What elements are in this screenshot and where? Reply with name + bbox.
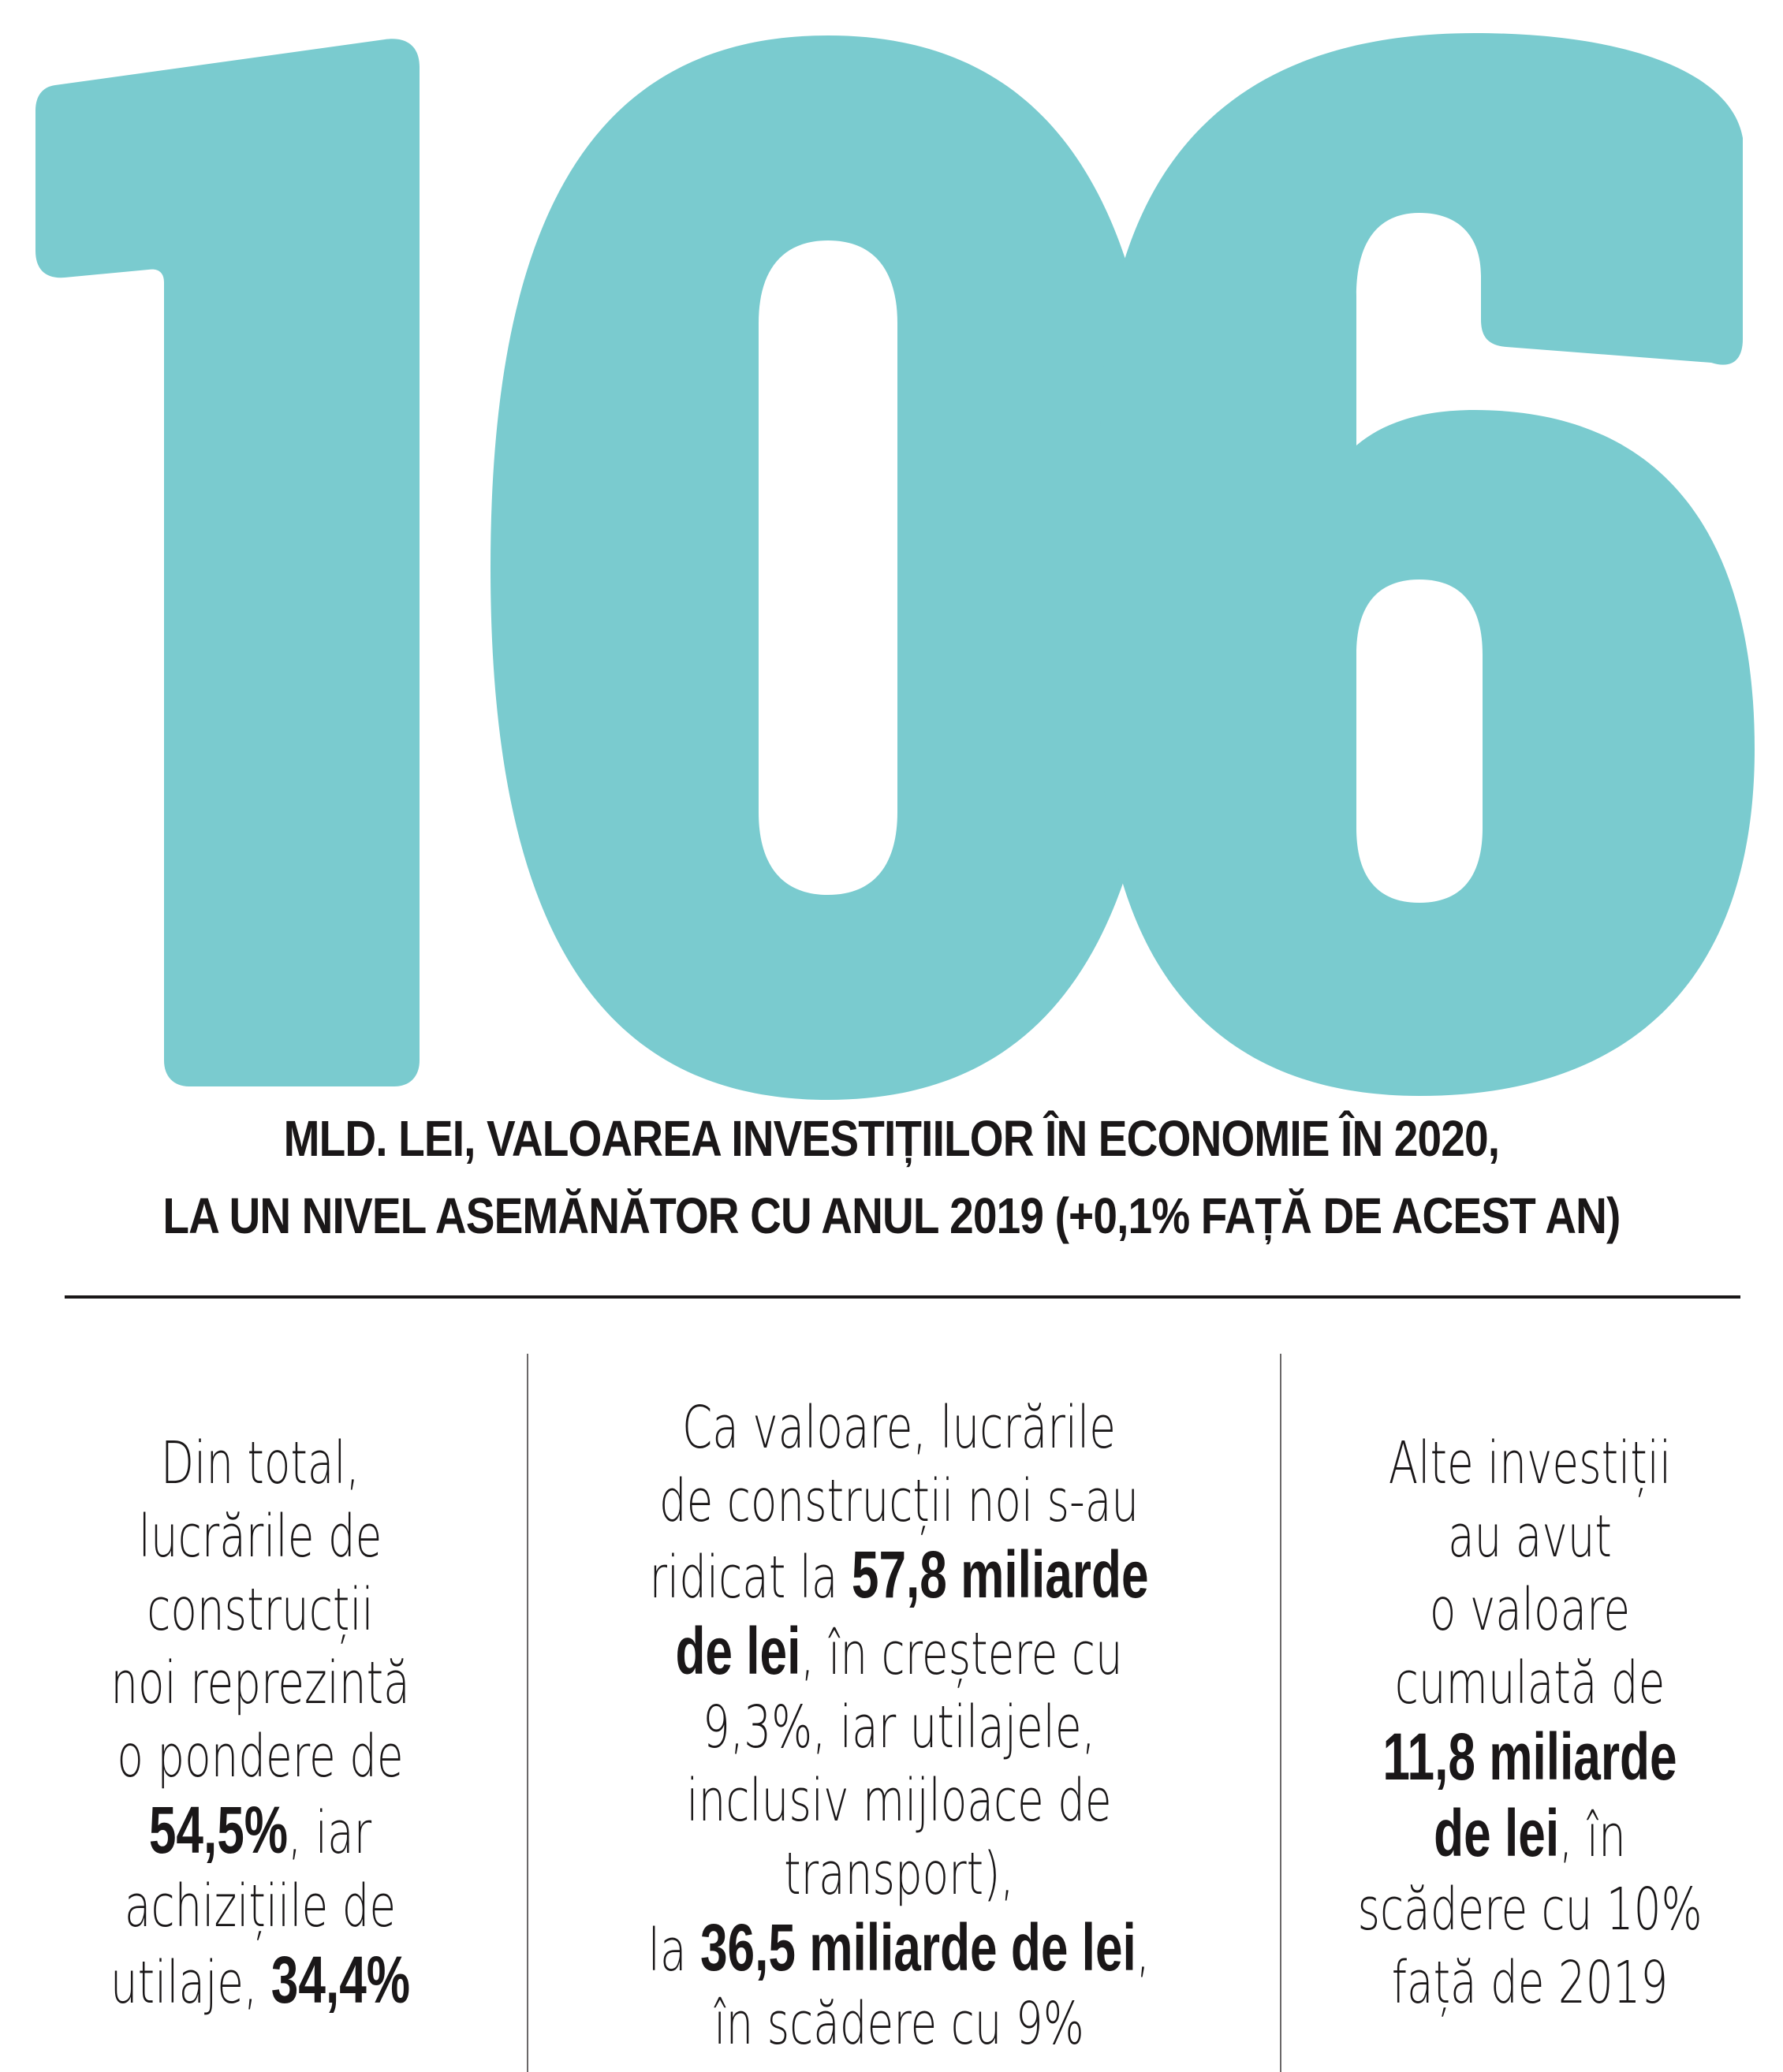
text-line: [1349, 1500, 1711, 1574]
headline-line-1: MLD. LEI, VALOAREA INVESTIȚIILOR ÎN ECONOMIE ÎN 2020,: [283, 1110, 1500, 1167]
highlight-value: 11,8 miliarde: [1382, 1720, 1677, 1794]
text-line: [85, 1427, 435, 1500]
text-line: [1349, 1873, 1711, 1947]
highlight-value: 57,8 miliarde: [851, 1537, 1149, 1612]
column-construction-share: [24, 1427, 497, 2020]
headline-line-2: LA UN NIVEL ASEMĂNĂTOR CU ANUL 2019 (+0,1% FAȚĂ DE ACEST AN): [162, 1187, 1621, 1244]
text-line: [619, 1538, 1179, 1615]
column-text: [619, 1392, 1179, 2061]
text-line: [619, 1911, 1179, 1988]
text-run: scădere cu 10%: [1357, 1876, 1703, 1943]
highlight-value: de lei: [675, 1614, 801, 1688]
text-run: ridicat la: [649, 1544, 852, 1612]
text-run: de construcții noi s-au: [658, 1467, 1140, 1535]
text-line: [1349, 1574, 1711, 1647]
highlight-value: 34,4%: [270, 1943, 411, 2017]
text-run: în scădere cu 9%: [714, 1990, 1084, 2058]
text-line: [85, 1943, 435, 2020]
column-divider-right: [1280, 1354, 1281, 2072]
text-run: o pondere de: [117, 1723, 404, 1791]
text-run: Ca valoare, lucrările: [682, 1394, 1116, 1462]
text-line: [85, 1574, 435, 1647]
text-line: [619, 1691, 1179, 1765]
text-line: [619, 1838, 1179, 1911]
text-line: [1349, 1797, 1711, 1873]
text-run: , în: [1559, 1802, 1626, 1870]
horizontal-divider: [65, 1295, 1740, 1299]
text-run: ,: [1136, 1917, 1151, 1984]
text-run: 9,3%, iar utilajele,: [702, 1694, 1095, 1761]
text-run: au avut: [1448, 1503, 1612, 1571]
text-line: [85, 1720, 435, 1794]
text-run: Alte investiții: [1388, 1429, 1672, 1497]
text-run: noi reprezintă: [110, 1649, 410, 1717]
highlight-value: 54,5%: [148, 1793, 289, 1867]
text-line: [85, 1500, 435, 1574]
text-line: [1349, 1720, 1711, 1797]
text-line: [619, 1465, 1179, 1538]
column-values-breakdown: [520, 1392, 1278, 2061]
text-line: [85, 1870, 435, 1943]
text-run: la: [647, 1917, 700, 1984]
column-other-investments: [1285, 1427, 1774, 2020]
text-run: față de 2019: [1391, 1949, 1669, 2017]
column-text: [1349, 1427, 1711, 2020]
text-run: , iar: [288, 1799, 372, 1867]
digit-zero-shape: [491, 35, 1166, 1100]
text-line: [619, 1392, 1179, 1465]
headline: [125, 1100, 1658, 1254]
digit-six-shape: [1100, 33, 1755, 1096]
text-line: [619, 1615, 1179, 1691]
text-line: [619, 1765, 1179, 1838]
text-line: [85, 1794, 435, 1870]
column-text: [85, 1427, 435, 2020]
text-run: Din total,: [160, 1429, 360, 1497]
text-line: [1349, 1647, 1711, 1720]
text-line: [1349, 1947, 1711, 2020]
highlight-value: de lei: [1434, 1796, 1560, 1870]
text-run: construcții: [147, 1576, 374, 1644]
text-line: [85, 1647, 435, 1720]
text-run: inclusiv mijloace de: [686, 1767, 1112, 1835]
text-line: [619, 1988, 1179, 2061]
highlight-value: 36,5 miliarde de lei: [699, 1910, 1136, 1984]
text-run: transport),: [784, 1840, 1014, 1908]
text-run: cumulată de: [1394, 1649, 1666, 1717]
text-run: achizițiile de: [124, 1873, 397, 1940]
text-run: o valoare: [1429, 1576, 1631, 1644]
digit-one-shape: [35, 39, 420, 1086]
text-run: utilaje,: [110, 1949, 271, 2017]
text-run: , în creștere cu: [800, 1620, 1123, 1688]
text-line: [1349, 1427, 1711, 1500]
text-run: lucrările de: [138, 1503, 382, 1571]
